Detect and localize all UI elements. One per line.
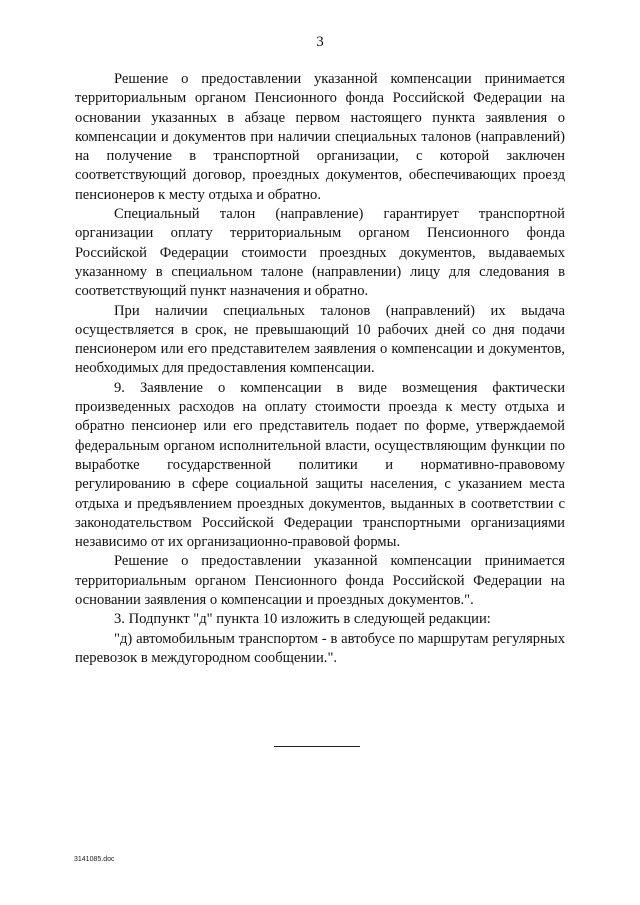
paragraph-special-coupon: Специальный талон (направление) гарантирует транспортной организации оплату территориальным органом Пенсионного фонда Российской Федерации стоимости проездных документов, выдаваемых указанному в специальном талоне (направлении) лицу для следования в соответствующий пункт назначения и обратно. [75,206,565,300]
paragraph-subitem-d: 3. Подпункт "д" пункта 10 изложить в следующей редакции: [114,611,491,628]
end-separator-line [274,746,360,747]
paragraph-coupon-issue-term: При наличии специальных талонов (направлений) их выдача осуществляется в срок, не превышающий 10 рабочих дней со дня подачи пенсионером или его представителем заявления о компенсации и документов, необходимых для предоставления компенсации. [75,302,565,377]
document-body [75,70,565,668]
paragraph-compensation-decision: Решение о предоставлении указанной компенсации принимается территориальным органом Пенсионного фонда Российской Федерации на основании указанных в абзаце первом настоящего пункта заявления о компенсации и документов при наличии специальных талонов (направлений) на получение в транспортной организации, с которой заключен соответствующий договор, проездных документов, обеспечивающих проезд пенсионеров к месту отдыха и обратно. [75,71,565,203]
paragraph-subitem-d-text: "д) автомобильным транспортом - в автобусе по маршрутам регулярных перевозок в междугородном сообщении.". [75,630,565,666]
paragraph-decision-pension-fund: Решение о предоставлении указанной компенсации принимается территориальным органом Пенсионного фонда Российской Федерации на основании заявления о компенсации и проездных документов.". [75,553,565,609]
paragraph-item-9: 9. Заявление о компенсации в виде возмещения фактически произведенных расходов на оплату стоимости проезда к месту отдыха и обратно пенсионер или его представитель подает по форме, утверждаемой федеральным органом исполнительной власти, осуществляющим функции по выработке государственной политики и нормативно-правовому регулированию в сфере социальной защиты населения, с указанием места отдыха и предъявлением проездных документов, выданных в соответствии с законодательством Российской Федерации транспортными организациями независимо от их организационно-правовой формы. [75,379,565,551]
document-file-name: 3141085.doc [74,856,115,863]
page-number: 3 [316,34,324,50]
